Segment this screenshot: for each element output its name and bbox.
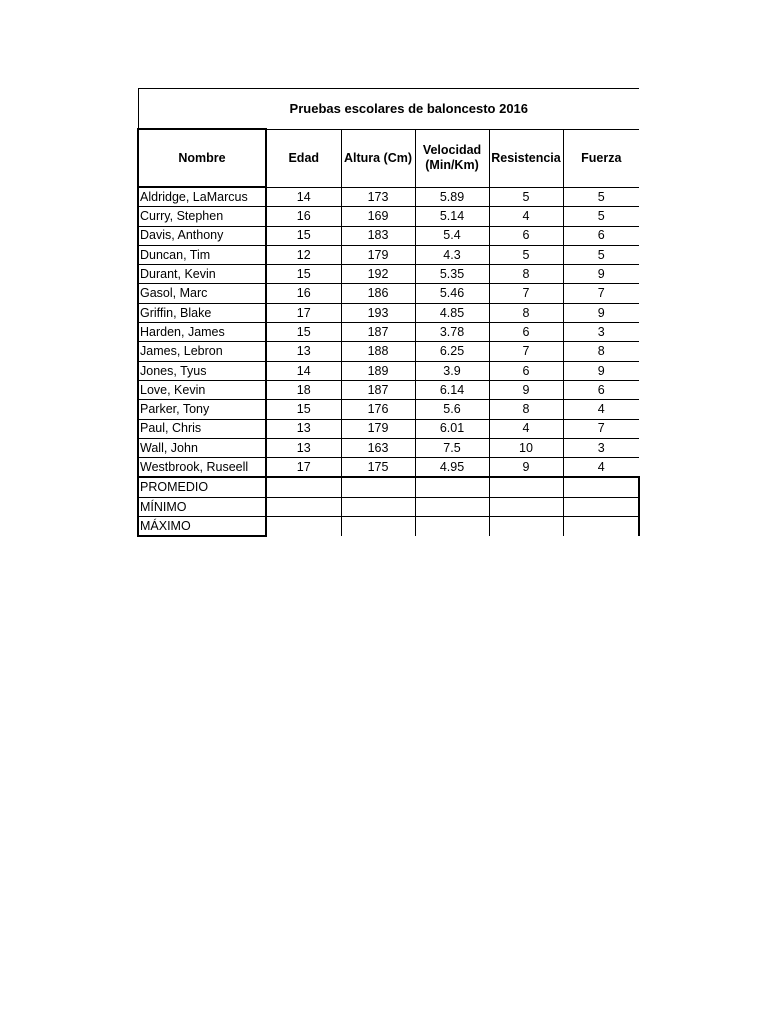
stat-empty-cell bbox=[266, 517, 341, 537]
cell-edad: 18 bbox=[266, 380, 341, 399]
stat-empty-cell bbox=[341, 477, 415, 497]
cell-resistencia: 4 bbox=[489, 207, 563, 226]
table-row bbox=[138, 207, 639, 226]
stat-empty-cell bbox=[415, 477, 489, 497]
cell-resistencia: 6 bbox=[489, 361, 563, 380]
cell-altura: 173 bbox=[341, 187, 415, 207]
cell-resistencia: 4 bbox=[489, 419, 563, 438]
cell-fuerza: 9 bbox=[563, 303, 639, 322]
header-nombre: Nombre bbox=[138, 129, 266, 187]
table-row bbox=[138, 438, 639, 457]
cell-edad: 13 bbox=[266, 438, 341, 457]
table-row bbox=[138, 284, 639, 303]
table-row bbox=[138, 187, 639, 207]
cell-edad: 13 bbox=[266, 419, 341, 438]
cell-fuerza: 8 bbox=[563, 342, 639, 361]
header-velocidad-line1: Velocidad bbox=[422, 143, 482, 157]
cell-resistencia: 9 bbox=[489, 458, 563, 478]
cell-velocidad: 5.14 bbox=[415, 207, 489, 226]
stat-empty-cell bbox=[341, 517, 415, 537]
cell-fuerza: 4 bbox=[563, 400, 639, 419]
cell-resistencia: 6 bbox=[489, 323, 563, 342]
table-row bbox=[138, 419, 639, 438]
stat-row bbox=[138, 517, 639, 537]
cell-resistencia: 6 bbox=[489, 226, 563, 245]
cell-altura: 188 bbox=[341, 342, 415, 361]
cell-altura: 179 bbox=[341, 245, 415, 264]
cell-nombre: Paul, Chris bbox=[138, 419, 266, 438]
stat-label: PROMEDIO bbox=[138, 477, 266, 497]
spreadsheet bbox=[137, 88, 638, 537]
stat-empty-cell bbox=[489, 517, 563, 537]
cell-edad: 17 bbox=[266, 458, 341, 478]
cell-fuerza: 5 bbox=[563, 187, 639, 207]
cell-nombre: Wall, John bbox=[138, 438, 266, 457]
stat-row bbox=[138, 477, 639, 497]
cell-velocidad: 6.25 bbox=[415, 342, 489, 361]
cell-resistencia: 7 bbox=[489, 342, 563, 361]
table-row bbox=[138, 400, 639, 419]
stat-empty-cell bbox=[489, 497, 563, 516]
cell-edad: 14 bbox=[266, 187, 341, 207]
header-edad: Edad bbox=[266, 129, 341, 187]
cell-velocidad: 5.89 bbox=[415, 187, 489, 207]
cell-nombre: Westbrook, Ruseell bbox=[138, 458, 266, 478]
cell-nombre: Harden, James bbox=[138, 323, 266, 342]
cell-altura: 186 bbox=[341, 284, 415, 303]
cell-fuerza: 9 bbox=[563, 361, 639, 380]
table-row bbox=[138, 245, 639, 264]
cell-fuerza: 7 bbox=[563, 419, 639, 438]
table-row bbox=[138, 265, 639, 284]
cell-altura: 193 bbox=[341, 303, 415, 322]
cell-nombre: Gasol, Marc bbox=[138, 284, 266, 303]
cell-nombre: Durant, Kevin bbox=[138, 265, 266, 284]
cell-nombre: Duncan, Tim bbox=[138, 245, 266, 264]
cell-nombre: James, Lebron bbox=[138, 342, 266, 361]
stat-empty-cell bbox=[489, 477, 563, 497]
cell-resistencia: 9 bbox=[489, 380, 563, 399]
basketball-tests-table bbox=[137, 88, 640, 537]
cell-altura: 179 bbox=[341, 419, 415, 438]
cell-velocidad: 6.01 bbox=[415, 419, 489, 438]
cell-fuerza: 3 bbox=[563, 323, 639, 342]
table-title: Pruebas escolares de baloncesto 2016 bbox=[138, 89, 639, 130]
cell-altura: 192 bbox=[341, 265, 415, 284]
table-row bbox=[138, 342, 639, 361]
cell-velocidad: 4.85 bbox=[415, 303, 489, 322]
stat-empty-cell bbox=[563, 497, 639, 516]
cell-altura: 187 bbox=[341, 323, 415, 342]
cell-resistencia: 8 bbox=[489, 400, 563, 419]
cell-edad: 16 bbox=[266, 207, 341, 226]
cell-fuerza: 7 bbox=[563, 284, 639, 303]
stat-empty-cell bbox=[266, 497, 341, 516]
stat-empty-cell bbox=[415, 497, 489, 516]
cell-altura: 169 bbox=[341, 207, 415, 226]
cell-nombre: Love, Kevin bbox=[138, 380, 266, 399]
cell-altura: 176 bbox=[341, 400, 415, 419]
cell-velocidad: 5.4 bbox=[415, 226, 489, 245]
header-resistencia: Resistencia bbox=[489, 129, 563, 187]
cell-nombre: Aldridge, LaMarcus bbox=[138, 187, 266, 207]
cell-velocidad: 5.46 bbox=[415, 284, 489, 303]
cell-altura: 187 bbox=[341, 380, 415, 399]
table-row bbox=[138, 361, 639, 380]
stat-empty-cell bbox=[563, 477, 639, 497]
cell-edad: 13 bbox=[266, 342, 341, 361]
cell-nombre: Curry, Stephen bbox=[138, 207, 266, 226]
cell-altura: 175 bbox=[341, 458, 415, 478]
stat-empty-cell bbox=[341, 497, 415, 516]
cell-fuerza: 6 bbox=[563, 380, 639, 399]
cell-edad: 17 bbox=[266, 303, 341, 322]
cell-fuerza: 4 bbox=[563, 458, 639, 478]
cell-fuerza: 3 bbox=[563, 438, 639, 457]
cell-resistencia: 5 bbox=[489, 187, 563, 207]
cell-velocidad: 3.9 bbox=[415, 361, 489, 380]
cell-altura: 189 bbox=[341, 361, 415, 380]
table-row bbox=[138, 226, 639, 245]
cell-edad: 12 bbox=[266, 245, 341, 264]
cell-velocidad: 6.14 bbox=[415, 380, 489, 399]
cell-fuerza: 6 bbox=[563, 226, 639, 245]
cell-resistencia: 8 bbox=[489, 265, 563, 284]
header-velocidad-line2: (Min/Km) bbox=[425, 158, 479, 172]
cell-resistencia: 8 bbox=[489, 303, 563, 322]
cell-velocidad: 4.95 bbox=[415, 458, 489, 478]
cell-edad: 15 bbox=[266, 400, 341, 419]
cell-fuerza: 5 bbox=[563, 207, 639, 226]
header-velocidad bbox=[415, 129, 489, 187]
cell-resistencia: 5 bbox=[489, 245, 563, 264]
cell-fuerza: 9 bbox=[563, 265, 639, 284]
cell-velocidad: 7.5 bbox=[415, 438, 489, 457]
stat-empty-cell bbox=[415, 517, 489, 537]
cell-edad: 15 bbox=[266, 265, 341, 284]
header-row bbox=[138, 129, 639, 187]
stat-label: MÍNIMO bbox=[138, 497, 266, 516]
cell-velocidad: 3.78 bbox=[415, 323, 489, 342]
table-row bbox=[138, 303, 639, 322]
cell-velocidad: 5.6 bbox=[415, 400, 489, 419]
cell-resistencia: 7 bbox=[489, 284, 563, 303]
cell-velocidad: 4.3 bbox=[415, 245, 489, 264]
cell-nombre: Griffin, Blake bbox=[138, 303, 266, 322]
header-fuerza: Fuerza bbox=[563, 129, 639, 187]
cell-edad: 14 bbox=[266, 361, 341, 380]
table-row bbox=[138, 323, 639, 342]
cell-nombre: Jones, Tyus bbox=[138, 361, 266, 380]
title-row bbox=[138, 89, 639, 130]
table-row bbox=[138, 458, 639, 478]
stat-empty-cell bbox=[563, 517, 639, 537]
cell-altura: 183 bbox=[341, 226, 415, 245]
header-altura: Altura (Cm) bbox=[341, 129, 415, 187]
cell-edad: 15 bbox=[266, 226, 341, 245]
cell-nombre: Parker, Tony bbox=[138, 400, 266, 419]
cell-edad: 15 bbox=[266, 323, 341, 342]
cell-edad: 16 bbox=[266, 284, 341, 303]
cell-velocidad: 5.35 bbox=[415, 265, 489, 284]
stat-empty-cell bbox=[266, 477, 341, 497]
cell-altura: 163 bbox=[341, 438, 415, 457]
cell-nombre: Davis, Anthony bbox=[138, 226, 266, 245]
stat-row bbox=[138, 497, 639, 516]
cell-resistencia: 10 bbox=[489, 438, 563, 457]
stat-label: MÁXIMO bbox=[138, 517, 266, 537]
table-row bbox=[138, 380, 639, 399]
cell-fuerza: 5 bbox=[563, 245, 639, 264]
